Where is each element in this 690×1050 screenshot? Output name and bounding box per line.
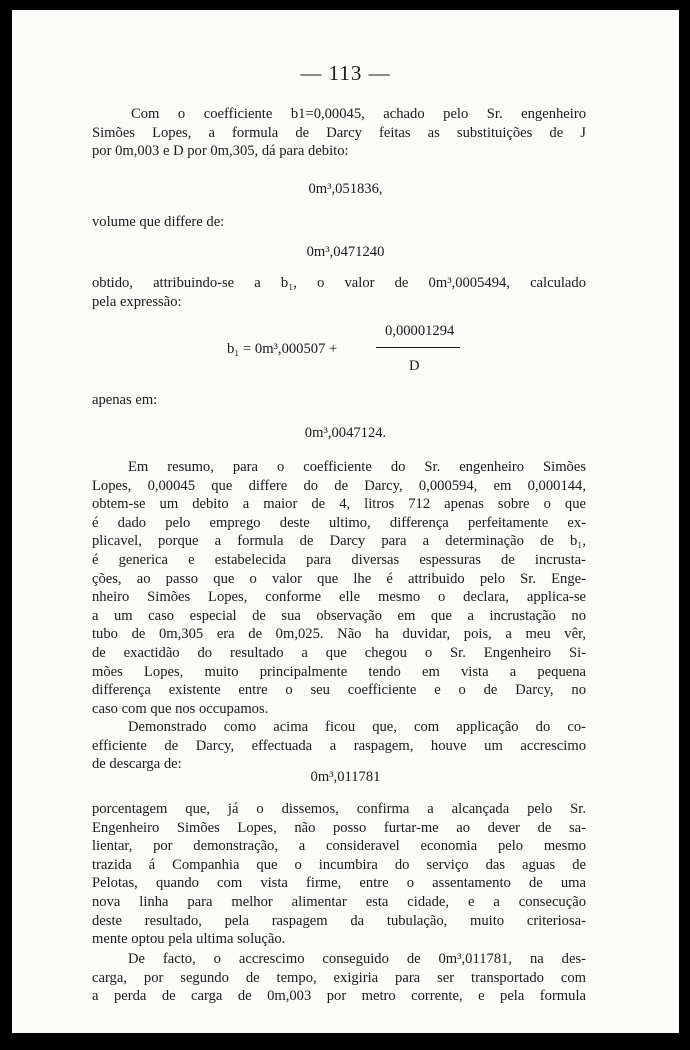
formula-4: 0m³,011781 (310, 769, 381, 785)
document-page (12, 10, 679, 1033)
text-line: obtido, attribuindo-se a b₁, o valor de 0m³,0005494, calculado (92, 275, 586, 291)
text-line: mões Lopes, muito principalmente tendo em vista a pequena (92, 663, 586, 680)
equation-denominator: D (409, 358, 420, 374)
text-line: volume que differe de: (92, 214, 225, 230)
text-line: deste resultado, pela raspagem da tubulação, muito criteriosa- (92, 912, 586, 929)
paragraph-4 (92, 391, 586, 410)
equation-lhs: b₁ = 0m³,000507 + (227, 341, 338, 357)
text-line: por 0m,003 e D por 0m,305, dá para debito: (92, 143, 349, 160)
text-line: Pelotas, quando com vista firme, entre o assentamento de uma (92, 875, 586, 892)
text-line: ções, ao passo que o valor que lhe é attribuido pelo Sr. Enge- (92, 570, 586, 587)
equation-numerator: 0,00001294 (385, 323, 455, 339)
text-line: nova linha para melhor alimentar esta cidade, e a consecução (92, 893, 586, 910)
text-line: Lopes, 0,00045 que differe do de Darcy, 0,000594, em 0,000144, (92, 477, 586, 494)
text-line: Em resumo, para o coefficiente do Sr. engenheiro Simões (128, 459, 586, 475)
paragraph-2 (92, 213, 586, 232)
text-line: de descarga de: (92, 756, 182, 773)
text-line: Com o coefficiente b1=0,00045, achado pelo Sr. engenheiro (131, 106, 586, 122)
text-line: pela expressão: (92, 293, 182, 310)
text-line: a perda de carga de 0m,003 por metro corrente, e pela formula (92, 988, 586, 1005)
text-line: a um caso especial de sua observação em que a incrustação no (92, 607, 586, 624)
text-line: é dado pelo emprego deste ultimo, differença perfeitamente ex- (92, 514, 586, 531)
text-line: caso com que nos occupamos. (92, 700, 269, 717)
text-line: apenas em: (92, 392, 158, 408)
text-line: nheiro Simões Lopes, conforme elle mesmo o declara, applica-se (92, 589, 586, 606)
text-line: lientar, por demonstração, a consideravel economia pelo mesmo (92, 838, 586, 855)
paragraph-7 (92, 800, 586, 949)
paragraph-5 (92, 458, 586, 718)
text-line: carga, por segundo de tempo, exigiria para ser transportado com (92, 969, 586, 986)
text-line: tubo de 0m,305 era de 0m,025. Não ha duvidar, pois, a meu vêr, (92, 626, 586, 643)
text-line: plicavel, porque a formula de Darcy para a determinação de b₁, (92, 533, 586, 550)
text-line: Simões Lopes, a formula de Darcy feitas as substituições de J (92, 124, 586, 141)
text-line: Demonstrado como acima ficou que, com applicação do co- (128, 719, 586, 735)
text-line: De facto, o accrescimo conseguido de 0m³,011781, na des- (128, 951, 586, 967)
text-line: Engenheiro Simões Lopes, não posso furtar-me ao dever de sa- (92, 819, 586, 836)
paragraph-3 (92, 274, 586, 311)
formula-1: 0m³,051836, (308, 181, 383, 197)
formula-2: 0m³,0471240 (306, 244, 385, 260)
text-line: porcentagem que, já o dissemos, confirma a alcançada pelo Sr. (92, 801, 586, 817)
page-number: — 113 — (300, 61, 391, 85)
fraction-bar (376, 347, 460, 348)
text-line: de exactidão do resultado a que chegou o Sr. Engenheiro Si- (92, 644, 586, 661)
text-line: obtem-se um debito a maior de 4, litros 712 apenas sobre o que (92, 496, 586, 513)
paragraph-8 (92, 950, 586, 1006)
paragraph-1 (92, 105, 586, 161)
text-line: trazida á Companhia que o incumbira do serviço das aguas de (92, 856, 586, 873)
text-line: differença existente entre o seu coefficiente e o de Darcy, no (92, 682, 586, 699)
text-line: efficiente de Darcy, effectuada a raspagem, houve um accrescimo (92, 737, 586, 754)
text-line: é generica e estabelecida para diversas espessuras de incrusta- (92, 551, 586, 568)
paragraph-6 (92, 718, 586, 774)
text-line: mente optou pela ultima solução. (92, 931, 286, 948)
formula-3: 0m³,0047124. (304, 425, 387, 441)
